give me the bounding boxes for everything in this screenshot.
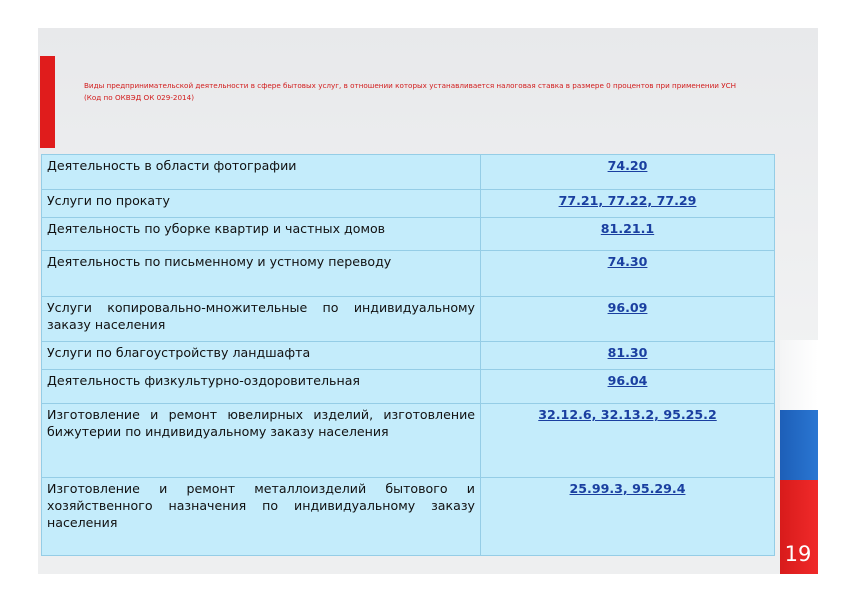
flag-white-stripe	[780, 340, 818, 410]
activity-cell: Изготовление и ремонт ювелирных изделий, изготовление бижутерии по индивидуальному заказу населения	[42, 404, 481, 478]
table-row	[42, 218, 775, 251]
activities-table	[41, 154, 775, 556]
activity-cell: Услуги копировально-множительные по индивидуальному заказу населения	[42, 297, 481, 342]
activity-cell: Деятельность по письменному и устному переводу	[42, 251, 481, 297]
slide-heading	[84, 80, 804, 104]
okved-code-link[interactable]: 74.20	[607, 158, 648, 173]
okved-code-link[interactable]: 25.99.3, 95.29.4	[569, 481, 686, 496]
table-row	[42, 478, 775, 556]
page-number: 19	[784, 542, 812, 566]
table-row	[42, 155, 775, 190]
okved-code-link[interactable]: 74.30	[607, 254, 648, 269]
table-row	[42, 404, 775, 478]
okved-code-link[interactable]: 81.30	[607, 345, 648, 360]
table-row	[42, 190, 775, 218]
activity-cell: Услуги по прокату	[42, 190, 481, 218]
okved-code-link[interactable]: 96.04	[607, 373, 648, 388]
okved-code-link[interactable]: 96.09	[607, 300, 648, 315]
table-row	[42, 342, 775, 370]
table-row	[42, 251, 775, 297]
activity-cell: Изготовление и ремонт металлоизделий бытового и хозяйственного назначения по индивидуальному заказу населения	[42, 478, 481, 556]
table-row	[42, 297, 775, 342]
okved-code-link[interactable]: 77.21, 77.22, 77.29	[558, 193, 697, 208]
flag-blue-stripe	[780, 410, 818, 480]
okved-code-link[interactable]: 32.12.6, 32.13.2, 95.25.2	[538, 407, 717, 422]
activity-cell: Деятельность по уборке квартир и частных домов	[42, 218, 481, 251]
red-accent-bar	[40, 56, 55, 148]
okved-code-link[interactable]: 81.21.1	[600, 221, 655, 236]
heading-line-1: Виды предпринимательской деятельности в сфере бытовых услуг, в отношении которых устанавливается налоговая ставка в размере 0 процентов при применении УСН	[84, 81, 737, 90]
activity-cell: Деятельность в области фотографии	[42, 155, 481, 190]
activity-cell: Деятельность физкультурно-оздоровительная	[42, 370, 481, 404]
table-row	[42, 370, 775, 404]
activity-cell: Услуги по благоустройству ландшафта	[42, 342, 481, 370]
heading-line-2: (Код по ОКВЭД ОК 029-2014)	[84, 93, 195, 102]
